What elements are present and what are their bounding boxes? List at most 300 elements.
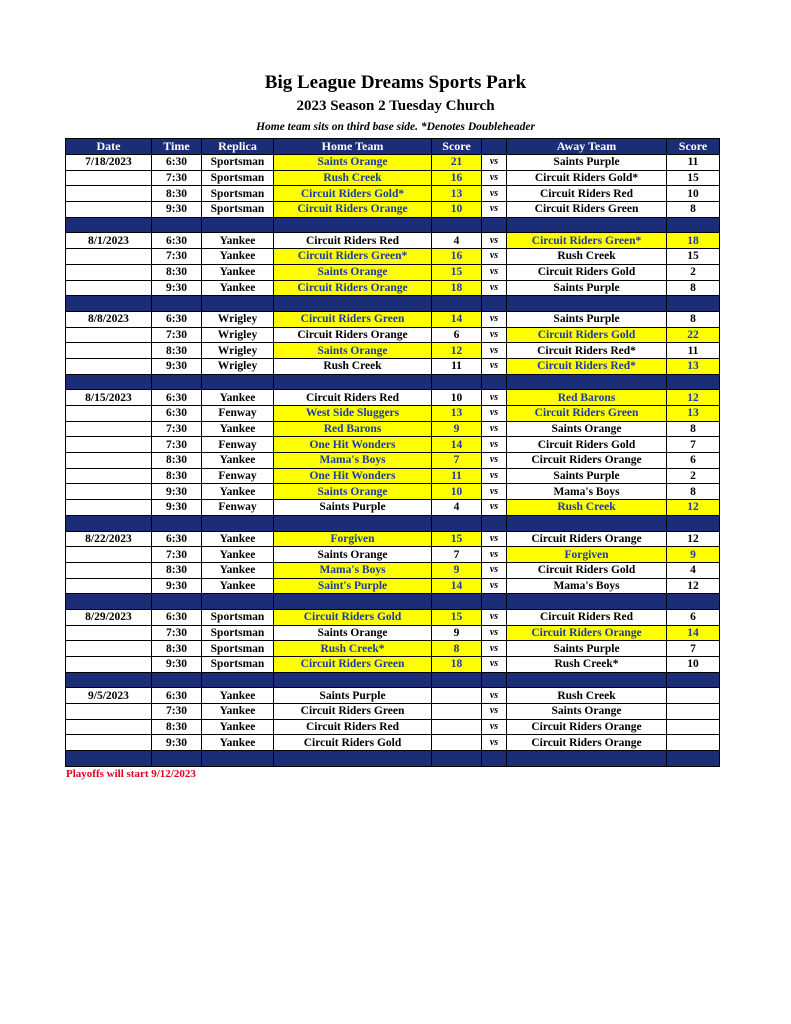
game-replica: Yankee	[202, 484, 274, 500]
away-team: Rush Creek*	[507, 657, 667, 673]
game-date	[66, 657, 152, 673]
away-score: 10	[667, 657, 720, 673]
home-team: Circuit Riders Green	[274, 704, 432, 720]
game-replica: Yankee	[202, 562, 274, 578]
game-row	[66, 406, 720, 422]
game-date	[66, 202, 152, 218]
game-replica: Yankee	[202, 249, 274, 265]
away-score: 15	[667, 249, 720, 265]
away-team: Mama's Boys	[507, 484, 667, 500]
home-team: Circuit Riders Orange	[274, 327, 432, 343]
separator-cell	[482, 217, 507, 233]
game-row	[66, 264, 720, 280]
separator-cell	[66, 751, 152, 767]
home-score: 13	[432, 406, 482, 422]
game-date	[66, 735, 152, 751]
vs-label: vs	[482, 390, 507, 406]
vs-label: vs	[482, 155, 507, 171]
game-date	[66, 358, 152, 374]
game-replica: Yankee	[202, 531, 274, 547]
separator-cell	[432, 515, 482, 531]
game-date	[66, 578, 152, 594]
game-replica: Fenway	[202, 500, 274, 516]
away-score: 7	[667, 641, 720, 657]
game-replica: Fenway	[202, 406, 274, 422]
separator-cell	[202, 374, 274, 390]
game-time: 9:30	[152, 280, 202, 296]
game-row	[66, 531, 720, 547]
home-score	[432, 735, 482, 751]
separator-cell	[432, 672, 482, 688]
away-team: Rush Creek	[507, 688, 667, 704]
separator-cell	[482, 515, 507, 531]
away-score: 6	[667, 453, 720, 469]
away-team: Circuit Riders Orange	[507, 625, 667, 641]
week-separator	[66, 374, 720, 390]
game-replica: Sportsman	[202, 155, 274, 171]
playoffs-note: Playoffs will start 9/12/2023	[66, 768, 196, 780]
separator-cell	[152, 296, 202, 312]
game-replica: Sportsman	[202, 170, 274, 186]
game-row	[66, 562, 720, 578]
game-time: 8:30	[152, 343, 202, 359]
away-team: Saints Orange	[507, 421, 667, 437]
separator-cell	[152, 374, 202, 390]
game-date	[66, 468, 152, 484]
separator-cell	[66, 672, 152, 688]
vs-label: vs	[482, 609, 507, 625]
home-team: Circuit Riders Red	[274, 233, 432, 249]
away-score: 11	[667, 155, 720, 171]
home-score: 9	[432, 625, 482, 641]
game-row	[66, 547, 720, 563]
game-row	[66, 719, 720, 735]
home-team: Circuit Riders Green	[274, 311, 432, 327]
vs-label: vs	[482, 202, 507, 218]
separator-cell	[507, 515, 667, 531]
week-separator	[66, 217, 720, 233]
game-row	[66, 280, 720, 296]
week-separator	[66, 751, 720, 767]
home-team: Red Barons	[274, 421, 432, 437]
game-replica: Sportsman	[202, 625, 274, 641]
away-team: Circuit Riders Gold	[507, 437, 667, 453]
home-score: 16	[432, 249, 482, 265]
game-time: 7:30	[152, 437, 202, 453]
game-row	[66, 170, 720, 186]
vs-label: vs	[482, 688, 507, 704]
game-time: 9:30	[152, 358, 202, 374]
game-time: 8:30	[152, 562, 202, 578]
game-row	[66, 343, 720, 359]
separator-cell	[507, 374, 667, 390]
separator-cell	[66, 217, 152, 233]
game-row	[66, 421, 720, 437]
game-date	[66, 453, 152, 469]
home-team: Saint's Purple	[274, 578, 432, 594]
game-time: 9:30	[152, 484, 202, 500]
game-date	[66, 406, 152, 422]
game-replica: Wrigley	[202, 327, 274, 343]
away-score: 10	[667, 186, 720, 202]
home-team: One Hit Wonders	[274, 437, 432, 453]
game-row	[66, 358, 720, 374]
home-score: 9	[432, 562, 482, 578]
separator-cell	[667, 672, 720, 688]
away-score: 12	[667, 531, 720, 547]
away-score: 12	[667, 500, 720, 516]
game-replica: Yankee	[202, 578, 274, 594]
game-date: 9/5/2023	[66, 688, 152, 704]
game-row	[66, 484, 720, 500]
game-date	[66, 437, 152, 453]
page-note: Home team sits on third base side. *Denotes Doubleheader	[256, 121, 535, 133]
away-team: Circuit Riders Gold*	[507, 170, 667, 186]
week-separator	[66, 296, 720, 312]
game-replica: Yankee	[202, 547, 274, 563]
game-row	[66, 688, 720, 704]
game-row	[66, 233, 720, 249]
game-time: 7:30	[152, 547, 202, 563]
game-date	[66, 500, 152, 516]
home-score: 11	[432, 468, 482, 484]
game-date	[66, 562, 152, 578]
home-score: 7	[432, 453, 482, 469]
home-score: 10	[432, 484, 482, 500]
vs-label: vs	[482, 704, 507, 720]
home-score: 14	[432, 311, 482, 327]
vs-label: vs	[482, 735, 507, 751]
game-time: 7:30	[152, 625, 202, 641]
vs-label: vs	[482, 719, 507, 735]
game-replica: Yankee	[202, 264, 274, 280]
home-score: 14	[432, 437, 482, 453]
game-row	[66, 704, 720, 720]
game-row	[66, 202, 720, 218]
away-score: 12	[667, 390, 720, 406]
vs-label: vs	[482, 531, 507, 547]
game-row	[66, 390, 720, 406]
game-replica: Fenway	[202, 437, 274, 453]
game-time: 7:30	[152, 327, 202, 343]
separator-cell	[667, 374, 720, 390]
away-score: 14	[667, 625, 720, 641]
game-date: 8/8/2023	[66, 311, 152, 327]
home-score: 10	[432, 202, 482, 218]
game-row	[66, 641, 720, 657]
game-replica: Sportsman	[202, 609, 274, 625]
col-away-score-header: Score	[667, 139, 720, 155]
away-score	[667, 688, 720, 704]
away-team: Circuit Riders Gold	[507, 327, 667, 343]
home-team: Saints Orange	[274, 625, 432, 641]
away-team: Circuit Riders Orange	[507, 719, 667, 735]
separator-cell	[66, 374, 152, 390]
game-replica: Wrigley	[202, 343, 274, 359]
away-score: 8	[667, 202, 720, 218]
away-score: 8	[667, 421, 720, 437]
game-date	[66, 249, 152, 265]
game-time: 9:30	[152, 578, 202, 594]
game-time: 6:30	[152, 233, 202, 249]
game-date	[66, 280, 152, 296]
home-score: 7	[432, 547, 482, 563]
away-score	[667, 735, 720, 751]
home-score: 8	[432, 641, 482, 657]
away-team: Circuit Riders Red*	[507, 358, 667, 374]
vs-label: vs	[482, 264, 507, 280]
page-subtitle: 2023 Season 2 Tuesday Church	[296, 98, 495, 114]
game-replica: Yankee	[202, 704, 274, 720]
separator-cell	[202, 515, 274, 531]
home-score: 18	[432, 657, 482, 673]
game-replica: Yankee	[202, 421, 274, 437]
col-home-score-header: Score	[432, 139, 482, 155]
separator-cell	[202, 594, 274, 610]
away-score: 15	[667, 170, 720, 186]
separator-cell	[432, 594, 482, 610]
home-score	[432, 719, 482, 735]
game-date	[66, 170, 152, 186]
home-team: Saints Purple	[274, 688, 432, 704]
week-separator	[66, 672, 720, 688]
home-team: Saints Orange	[274, 484, 432, 500]
game-time: 6:30	[152, 531, 202, 547]
game-replica: Sportsman	[202, 641, 274, 657]
game-replica: Wrigley	[202, 358, 274, 374]
home-score: 18	[432, 280, 482, 296]
away-score: 13	[667, 406, 720, 422]
header-row	[66, 139, 720, 155]
separator-cell	[482, 296, 507, 312]
home-team: Forgiven	[274, 531, 432, 547]
home-team: Circuit Riders Gold	[274, 735, 432, 751]
away-team: Saints Purple	[507, 280, 667, 296]
away-score: 4	[667, 562, 720, 578]
vs-label: vs	[482, 170, 507, 186]
separator-cell	[274, 594, 432, 610]
game-date	[66, 327, 152, 343]
game-row	[66, 468, 720, 484]
home-team: Circuit Riders Red	[274, 390, 432, 406]
vs-label: vs	[482, 657, 507, 673]
game-time: 7:30	[152, 704, 202, 720]
col-replica-header: Replica	[202, 139, 274, 155]
vs-label: vs	[482, 249, 507, 265]
separator-cell	[507, 296, 667, 312]
separator-cell	[507, 217, 667, 233]
game-row	[66, 327, 720, 343]
vs-label: vs	[482, 547, 507, 563]
week-separator	[66, 594, 720, 610]
game-replica: Yankee	[202, 453, 274, 469]
vs-label: vs	[482, 311, 507, 327]
separator-cell	[482, 594, 507, 610]
game-date	[66, 641, 152, 657]
home-team: Circuit Riders Gold*	[274, 186, 432, 202]
col-vs-header	[482, 139, 507, 155]
separator-cell	[274, 296, 432, 312]
vs-label: vs	[482, 484, 507, 500]
home-team: One Hit Wonders	[274, 468, 432, 484]
away-team: Circuit Riders Green*	[507, 233, 667, 249]
separator-cell	[667, 515, 720, 531]
home-team: Circuit Riders Green*	[274, 249, 432, 265]
vs-label: vs	[482, 358, 507, 374]
game-row	[66, 625, 720, 641]
game-row	[66, 186, 720, 202]
game-time: 6:30	[152, 390, 202, 406]
home-team: Circuit Riders Gold	[274, 609, 432, 625]
vs-label: vs	[482, 280, 507, 296]
away-team: Saints Purple	[507, 468, 667, 484]
game-date: 8/22/2023	[66, 531, 152, 547]
vs-label: vs	[482, 453, 507, 469]
home-score: 11	[432, 358, 482, 374]
home-score: 15	[432, 264, 482, 280]
game-time: 7:30	[152, 249, 202, 265]
home-score: 14	[432, 578, 482, 594]
game-time: 6:30	[152, 155, 202, 171]
separator-cell	[152, 594, 202, 610]
game-replica: Yankee	[202, 280, 274, 296]
separator-cell	[202, 751, 274, 767]
game-time: 9:30	[152, 657, 202, 673]
home-score: 4	[432, 233, 482, 249]
home-team: Rush Creek	[274, 170, 432, 186]
home-team: Circuit Riders Red	[274, 719, 432, 735]
home-team: Rush Creek*	[274, 641, 432, 657]
game-replica: Yankee	[202, 688, 274, 704]
col-home-team-header: Home Team	[274, 139, 432, 155]
game-replica: Yankee	[202, 233, 274, 249]
separator-cell	[432, 296, 482, 312]
away-score: 12	[667, 578, 720, 594]
away-score: 18	[667, 233, 720, 249]
game-replica: Fenway	[202, 468, 274, 484]
separator-cell	[482, 374, 507, 390]
home-score: 12	[432, 343, 482, 359]
separator-cell	[152, 217, 202, 233]
game-date: 8/1/2023	[66, 233, 152, 249]
game-replica: Sportsman	[202, 186, 274, 202]
game-date	[66, 264, 152, 280]
separator-cell	[274, 672, 432, 688]
separator-cell	[66, 296, 152, 312]
away-score: 6	[667, 609, 720, 625]
separator-cell	[152, 515, 202, 531]
away-team: Mama's Boys	[507, 578, 667, 594]
home-team: Circuit Riders Orange	[274, 280, 432, 296]
home-team: Rush Creek	[274, 358, 432, 374]
away-team: Saints Purple	[507, 311, 667, 327]
home-score: 13	[432, 186, 482, 202]
separator-cell	[202, 217, 274, 233]
away-score: 8	[667, 484, 720, 500]
away-score: 22	[667, 327, 720, 343]
game-row	[66, 609, 720, 625]
home-team: Saints Orange	[274, 155, 432, 171]
vs-label: vs	[482, 421, 507, 437]
game-date	[66, 704, 152, 720]
away-score: 2	[667, 264, 720, 280]
away-score: 8	[667, 311, 720, 327]
home-score: 15	[432, 609, 482, 625]
vs-label: vs	[482, 468, 507, 484]
vs-label: vs	[482, 625, 507, 641]
home-score	[432, 704, 482, 720]
home-score: 21	[432, 155, 482, 171]
home-score: 16	[432, 170, 482, 186]
game-row	[66, 578, 720, 594]
game-time: 8:30	[152, 264, 202, 280]
away-team: Circuit Riders Red*	[507, 343, 667, 359]
home-score: 15	[432, 531, 482, 547]
vs-label: vs	[482, 500, 507, 516]
away-score: 13	[667, 358, 720, 374]
home-score: 6	[432, 327, 482, 343]
separator-cell	[274, 374, 432, 390]
game-time: 6:30	[152, 688, 202, 704]
away-team: Circuit Riders Red	[507, 186, 667, 202]
game-date: 8/15/2023	[66, 390, 152, 406]
away-score: 2	[667, 468, 720, 484]
schedule-table	[65, 138, 720, 767]
vs-label: vs	[482, 327, 507, 343]
week-separator	[66, 515, 720, 531]
away-team: Circuit Riders Red	[507, 609, 667, 625]
away-team: Circuit Riders Green	[507, 202, 667, 218]
separator-cell	[432, 374, 482, 390]
game-row	[66, 657, 720, 673]
away-team: Circuit Riders Green	[507, 406, 667, 422]
vs-label: vs	[482, 437, 507, 453]
separator-cell	[482, 751, 507, 767]
home-team: Mama's Boys	[274, 453, 432, 469]
vs-label: vs	[482, 233, 507, 249]
home-team: Saints Orange	[274, 547, 432, 563]
home-score: 9	[432, 421, 482, 437]
away-team: Saints Purple	[507, 641, 667, 657]
away-score: 11	[667, 343, 720, 359]
game-row	[66, 311, 720, 327]
game-date: 8/29/2023	[66, 609, 152, 625]
vs-label: vs	[482, 343, 507, 359]
home-score	[432, 688, 482, 704]
separator-cell	[667, 217, 720, 233]
game-row	[66, 735, 720, 751]
game-row	[66, 500, 720, 516]
away-score: 8	[667, 280, 720, 296]
away-team: Rush Creek	[507, 249, 667, 265]
away-score	[667, 719, 720, 735]
game-time: 8:30	[152, 719, 202, 735]
home-team: West Side Sluggers	[274, 406, 432, 422]
game-replica: Yankee	[202, 390, 274, 406]
separator-cell	[274, 217, 432, 233]
home-score: 10	[432, 390, 482, 406]
game-time: 6:30	[152, 406, 202, 422]
separator-cell	[432, 751, 482, 767]
separator-cell	[432, 217, 482, 233]
game-time: 9:30	[152, 735, 202, 751]
game-time: 8:30	[152, 641, 202, 657]
separator-cell	[202, 296, 274, 312]
away-team: Saints Orange	[507, 704, 667, 720]
separator-cell	[66, 594, 152, 610]
col-time-header: Time	[152, 139, 202, 155]
schedule-body	[66, 155, 720, 767]
